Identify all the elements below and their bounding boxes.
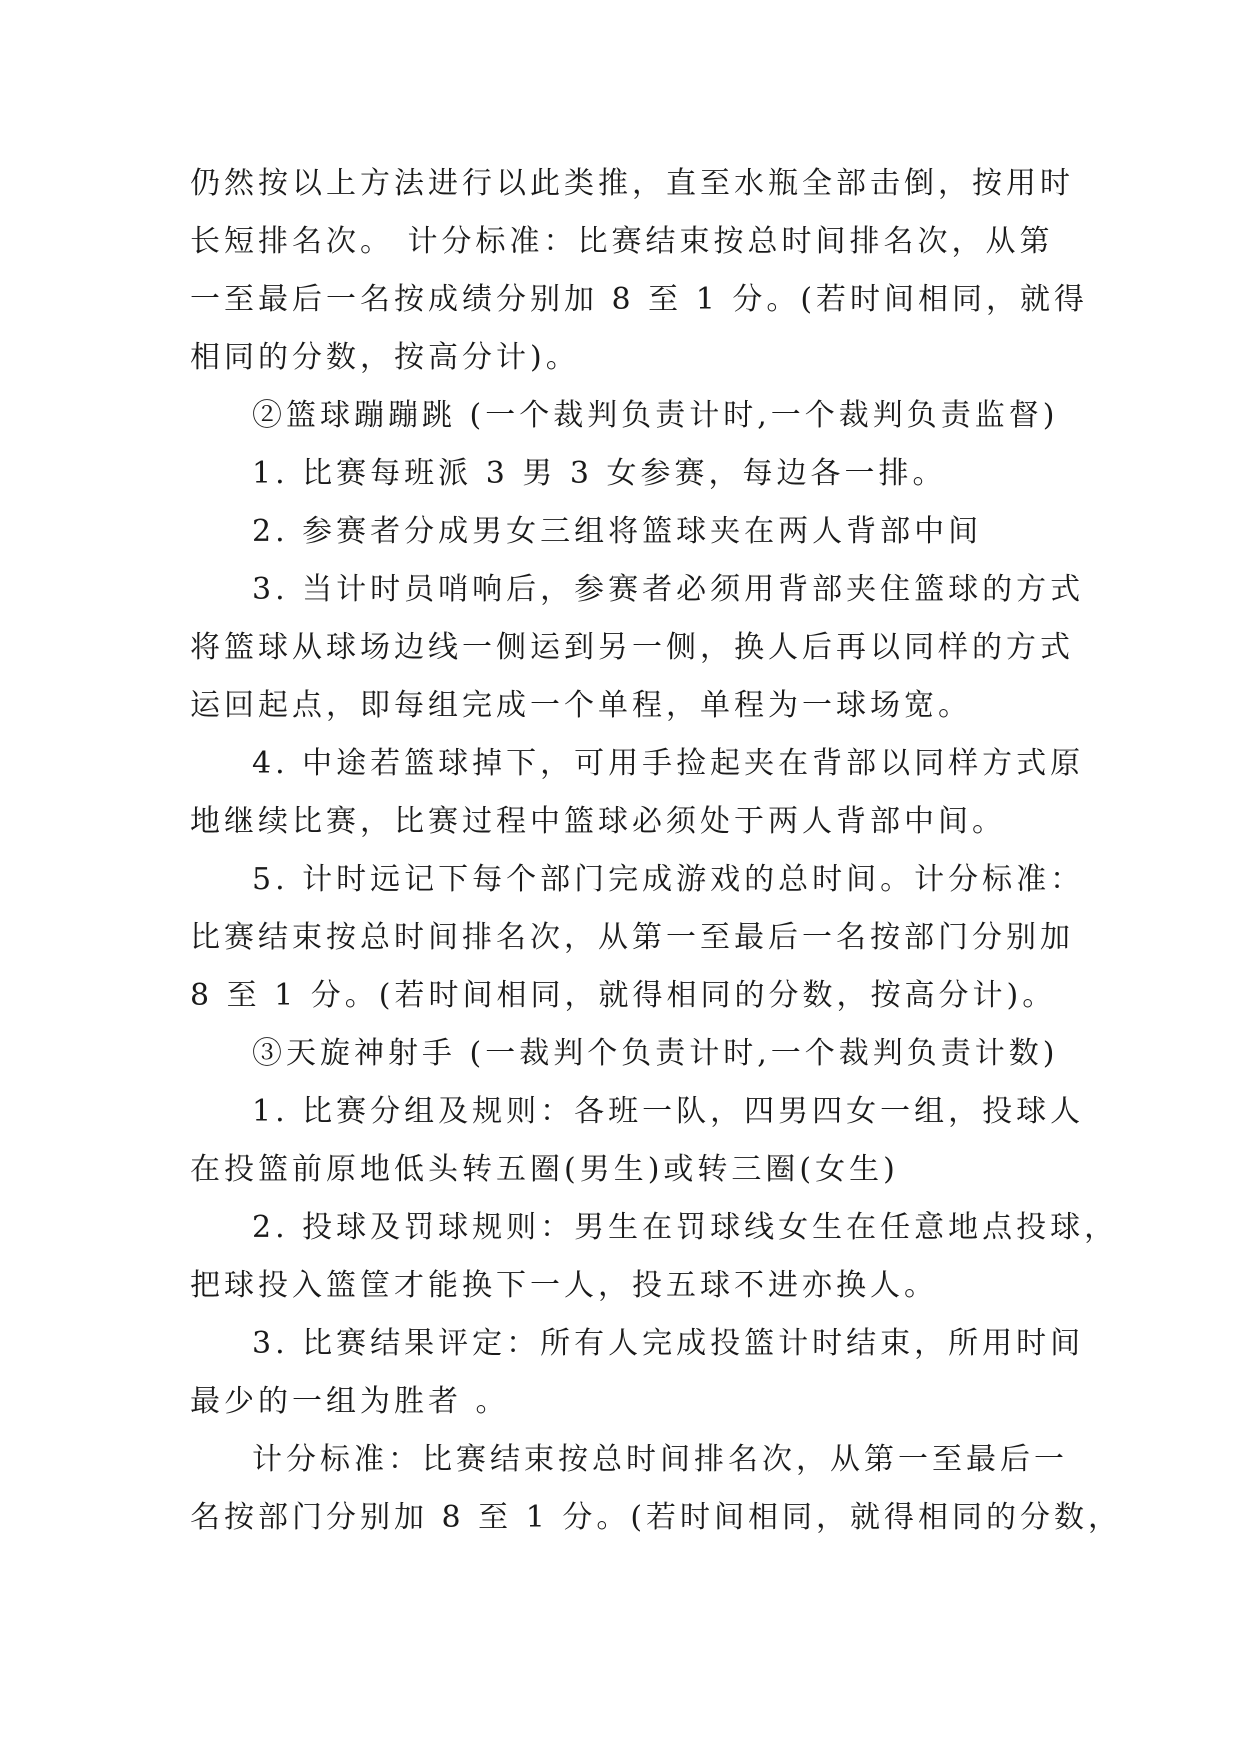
paragraph-line: 相同的分数，按高分计)。 — [190, 340, 580, 375]
paragraph-line: 比赛结束按总时间排名次，从第一至最后一名按部门分别加 — [190, 920, 1074, 955]
paragraph-line: 3. 比赛结果评定：所有人完成投篮计时结束，所用时间 — [252, 1326, 1085, 1361]
document-body — [190, 155, 1123, 1547]
paragraph-line: 长短排名次。 计分标准：比赛结束按总时间排名次，从第 — [190, 224, 1054, 259]
paragraph-line: 在投篮前原地低头转五圈(男生)或转三圈(女生) — [190, 1152, 899, 1187]
paragraph-line: 2. 投球及罚球规则：男生在罚球线女生在任意地点投球， — [252, 1210, 1119, 1245]
paragraph-line: 1. 比赛每班派 3 男 3 女参赛，每边各一排。 — [252, 456, 947, 491]
paragraph-line: 2. 参赛者分成男女三组将篮球夹在两人背部中间 — [252, 514, 983, 549]
paragraph-line: 5. 计时远记下每个部门完成游戏的总时间。计分标准： — [252, 862, 1085, 897]
section-heading-basketball-bounce: ②篮球蹦蹦跳 (一个裁判负责计时,一个裁判负责监督) — [252, 398, 1059, 433]
paragraph-line: 运回起点，即每组完成一个单程，单程为一球场宽。 — [190, 688, 972, 723]
paragraph-line: 1. 比赛分组及规则：各班一队，四男四女一组，投球人 — [252, 1094, 1085, 1129]
paragraph-line: 8 至 1 分。(若时间相同，就得相同的分数，按高分计)。 — [190, 978, 1057, 1013]
paragraph-line: 名按部门分别加 8 至 1 分。(若时间相同，就得相同的分数， — [190, 1500, 1123, 1535]
section-heading-spinning-shooter: ③天旋神射手 (一裁判个负责计时,一个裁判负责计数) — [252, 1036, 1059, 1071]
paragraph-line: 3. 当计时员哨响后，参赛者必须用背部夹住篮球的方式 — [252, 572, 1085, 607]
paragraph-line: 一至最后一名按成绩分别加 8 至 1 分。(若时间相同，就得 — [190, 282, 1089, 317]
paragraph-line: 把球投入篮筐才能换下一人，投五球不进亦换人。 — [190, 1268, 938, 1303]
paragraph-line: 最少的一组为胜者 。 — [190, 1384, 510, 1419]
paragraph-line: 4. 中途若篮球掉下，可用手捡起夹在背部以同样方式原 — [252, 746, 1085, 781]
paragraph-line: 将篮球从球场边线一侧运到另一侧，换人后再以同样的方式 — [190, 630, 1074, 665]
paragraph-line: 仍然按以上方法进行以此类推，直至水瓶全部击倒，按用时 — [190, 166, 1074, 201]
paragraph-line: 计分标准：比赛结束按总时间排名次，从第一至最后一 — [252, 1442, 1068, 1477]
paragraph-line: 地继续比赛，比赛过程中篮球必须处于两人背部中间。 — [190, 804, 1006, 839]
